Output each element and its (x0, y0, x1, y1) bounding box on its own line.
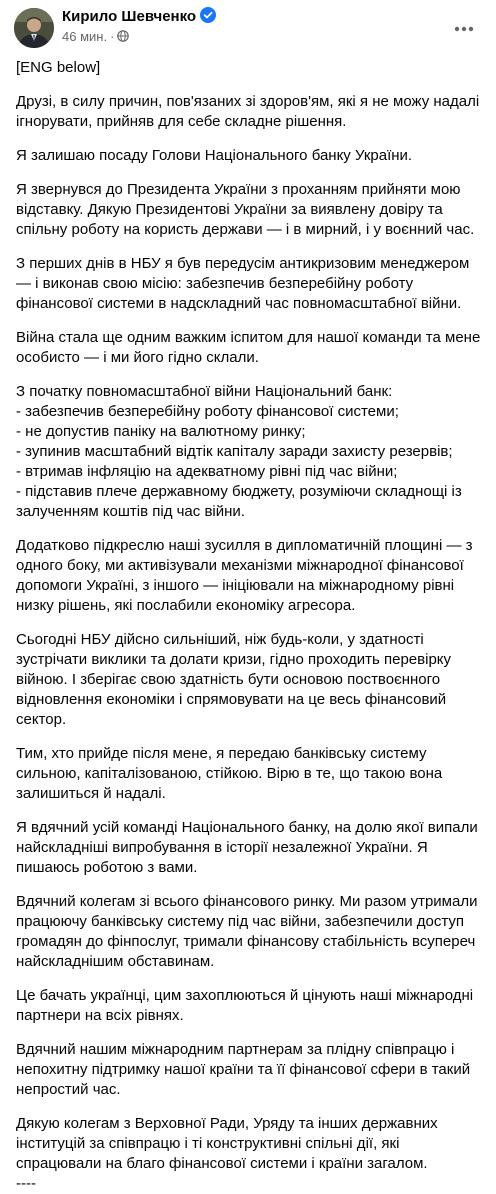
post-paragraph: Тим, хто прийде після мене, я передаю банківську систему сильною, капіталізованою, стійкою. Вірю в те, що такою вона залишиться й надалі. (16, 745, 443, 802)
post-paragraph: Дякую колегам з Верховної Ради, Уряду та інших державних інституцій за співпрацю і ті конструктивні спільні дії, які спрацювали на благо фінансової системи і країни загалом. (16, 1115, 438, 1172)
post-paragraph: З перших днів в НБУ я був передусім антикризовим менеджером — і виконав свою місію: забезпечив безперебійну роботу фінансової системи в надскладний час повномасштабної війни. (16, 255, 470, 312)
post-paragraph: Війна стала ще одним важким іспитом для нашої команди та мене особисто — і ми його гідно склали. (16, 329, 481, 366)
author-name[interactable] (62, 7, 216, 27)
post-divider-text: ---- (16, 1175, 36, 1192)
post-paragraph: Я вдячний усій команді Національного банку, на долю якої випали найскладніші випробування в історії незалежної України. Я пишаюсь роботою з вами. (16, 819, 478, 876)
post-paragraph: Друзі, в силу причин, пов'язаних зі здоров'ям, які я не можу надалі ігнорувати, прийняв для себе складне рішення. (16, 93, 480, 130)
avatar-photo (14, 8, 54, 48)
more-horizontal-icon (454, 26, 474, 32)
post-meta (62, 29, 129, 45)
globe-icon[interactable] (117, 30, 129, 42)
post-time[interactable]: 46 мин. (62, 29, 108, 44)
post-paragraph: Додатково підкреслю наші зусилля в дипломатичній площині — з одного боку, ми активізували механізми міжнародної фінансової допомоги Україні, з іншого — ініціювали на міжнародному рівні низку рішень, які послабили економіку агресора. (16, 537, 473, 614)
post-paragraph: Це бачать українці, цим захоплюються й цінують наші міжнародні партнери на всіх рівнях. (16, 987, 474, 1024)
meta-separator: · (110, 29, 115, 44)
post-text (16, 58, 484, 1194)
avatar[interactable] (14, 8, 54, 48)
post-paragraph: Вдячний нашим міжнародним партнерам за плідну співпрацю і непохитну підтримку нашої країни та її фінансової сфери в такий непростий час. (16, 1041, 471, 1098)
post-menu-button[interactable] (446, 11, 482, 47)
post-paragraph: Я звернувся до Президента України з проханням прийняти мою відставку. Дякую Президентові України за виявлену довіру та спільну роботу на користь держави — і в мирний, і у воєнний час. (16, 181, 475, 238)
post-paragraph: Сьогодні НБУ дійсно сильніший, ніж будь-коли, у здатності зустрічати виклики та долати кризи, гідно проходить перевірку війною. І зберігає свою здатність бути основою поствоєнного відновлення економіки і спрямовувати на це весь фінансовий сектор. (16, 631, 452, 728)
post-header (0, 0, 496, 52)
post-paragraph: [ENG below] (16, 59, 101, 76)
verified-badge-icon (200, 7, 216, 23)
post-paragraph: Я залишаю посаду Голови Національного банку України. (16, 147, 413, 164)
post-paragraph-list: З початку повномасштабної війни Національний банк: - забезпечив безперебійну роботу фінансової системи; - не допустив паніку на валютному ринку; - зупинив масштабний відтік капіталу заради захисту резервів; - втримав інфляцію на адекватному рівні під час війни; - підставив плече державному бюджету, розуміючи складнощі із залученням коштів під час війни. (16, 383, 462, 520)
author-name-text[interactable]: Кирило Шевченко (62, 8, 197, 25)
post-paragraph: Вдячний колегам зі всього фінансового ринку. Ми разом утримали працюючу банківську систему під час війни, забезпечили доступ громадян до фінпослуг, тримали фінансову стабільність всупереч найскладнішим обставинам. (16, 893, 478, 970)
